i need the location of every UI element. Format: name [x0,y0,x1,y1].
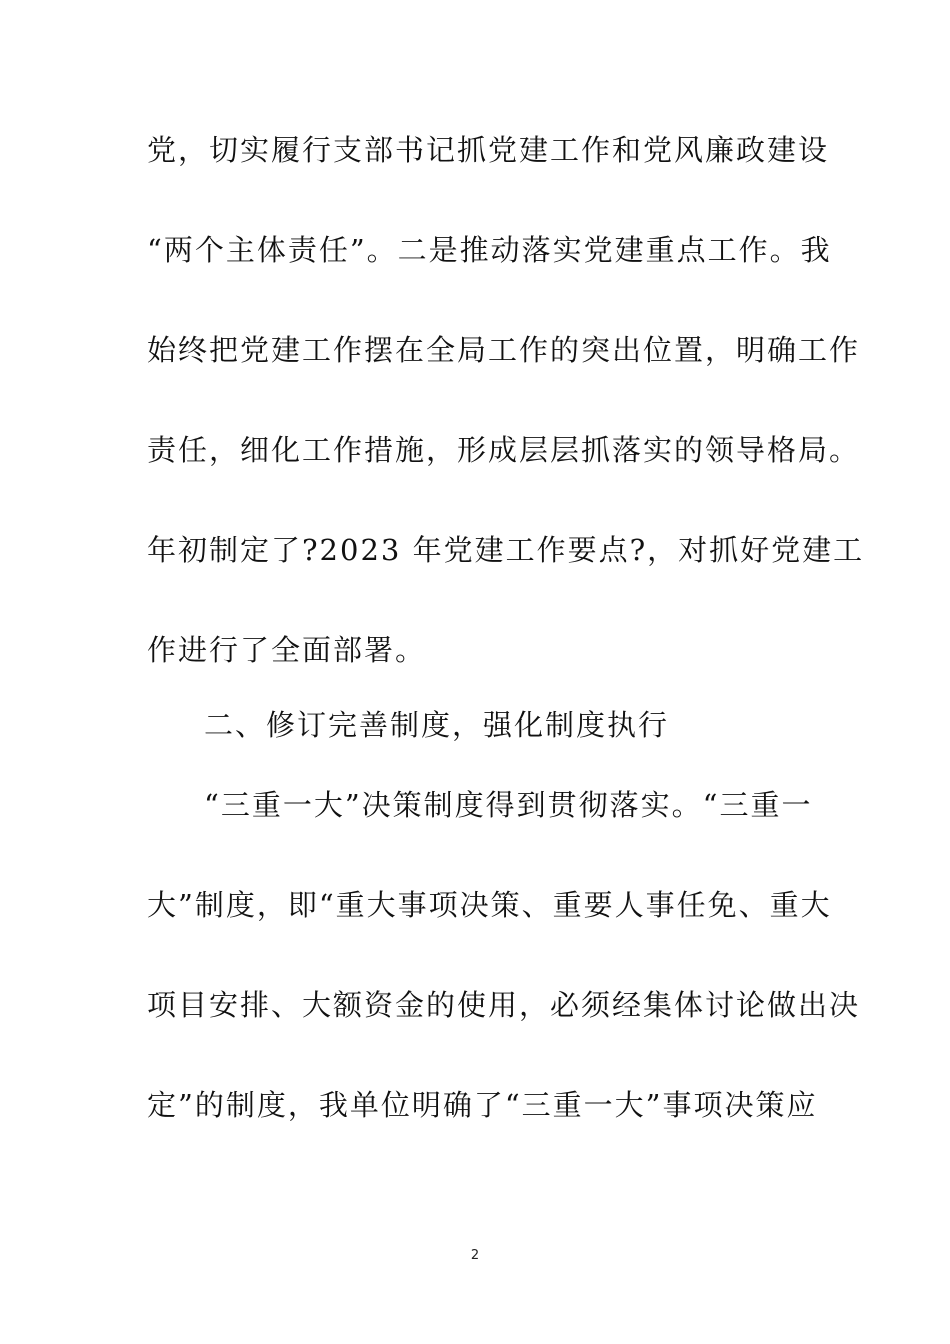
paragraph2-line-3: 项目安排、大额资金的使用，必须经集体讨论做出决 [147,988,861,1022]
body-line-1: 党，切实履行支部书记抓党建工作和党风廉政建设 [147,133,830,167]
paragraph2-line-4: 定”的制度，我单位明确了“三重一大”事项决策应 [147,1088,818,1122]
body-line-2: “两个主体责任”。二是推动落实党建重点工作。我 [147,233,832,267]
body-line-5: 年初制定了?2023 年党建工作要点?，对抓好党建工 [147,533,865,567]
body-line-3: 始终把党建工作摆在全局工作的突出位置，明确工作 [147,333,861,367]
section-heading: 二、修订完善制度，强化制度执行 [204,708,670,742]
page-number: 2 [470,1248,480,1263]
body-line-4: 责任，细化工作措施，形成层层抓落实的领导格局。 [147,433,861,467]
body-line-6: 作进行了全面部署。 [147,633,427,667]
paragraph2-line-2: 大”制度，即“重大事项决策、重要人事任免、重大 [147,888,832,922]
paragraph2-line-1: “三重一大”决策制度得到贯彻落实。“三重一 [204,788,813,822]
